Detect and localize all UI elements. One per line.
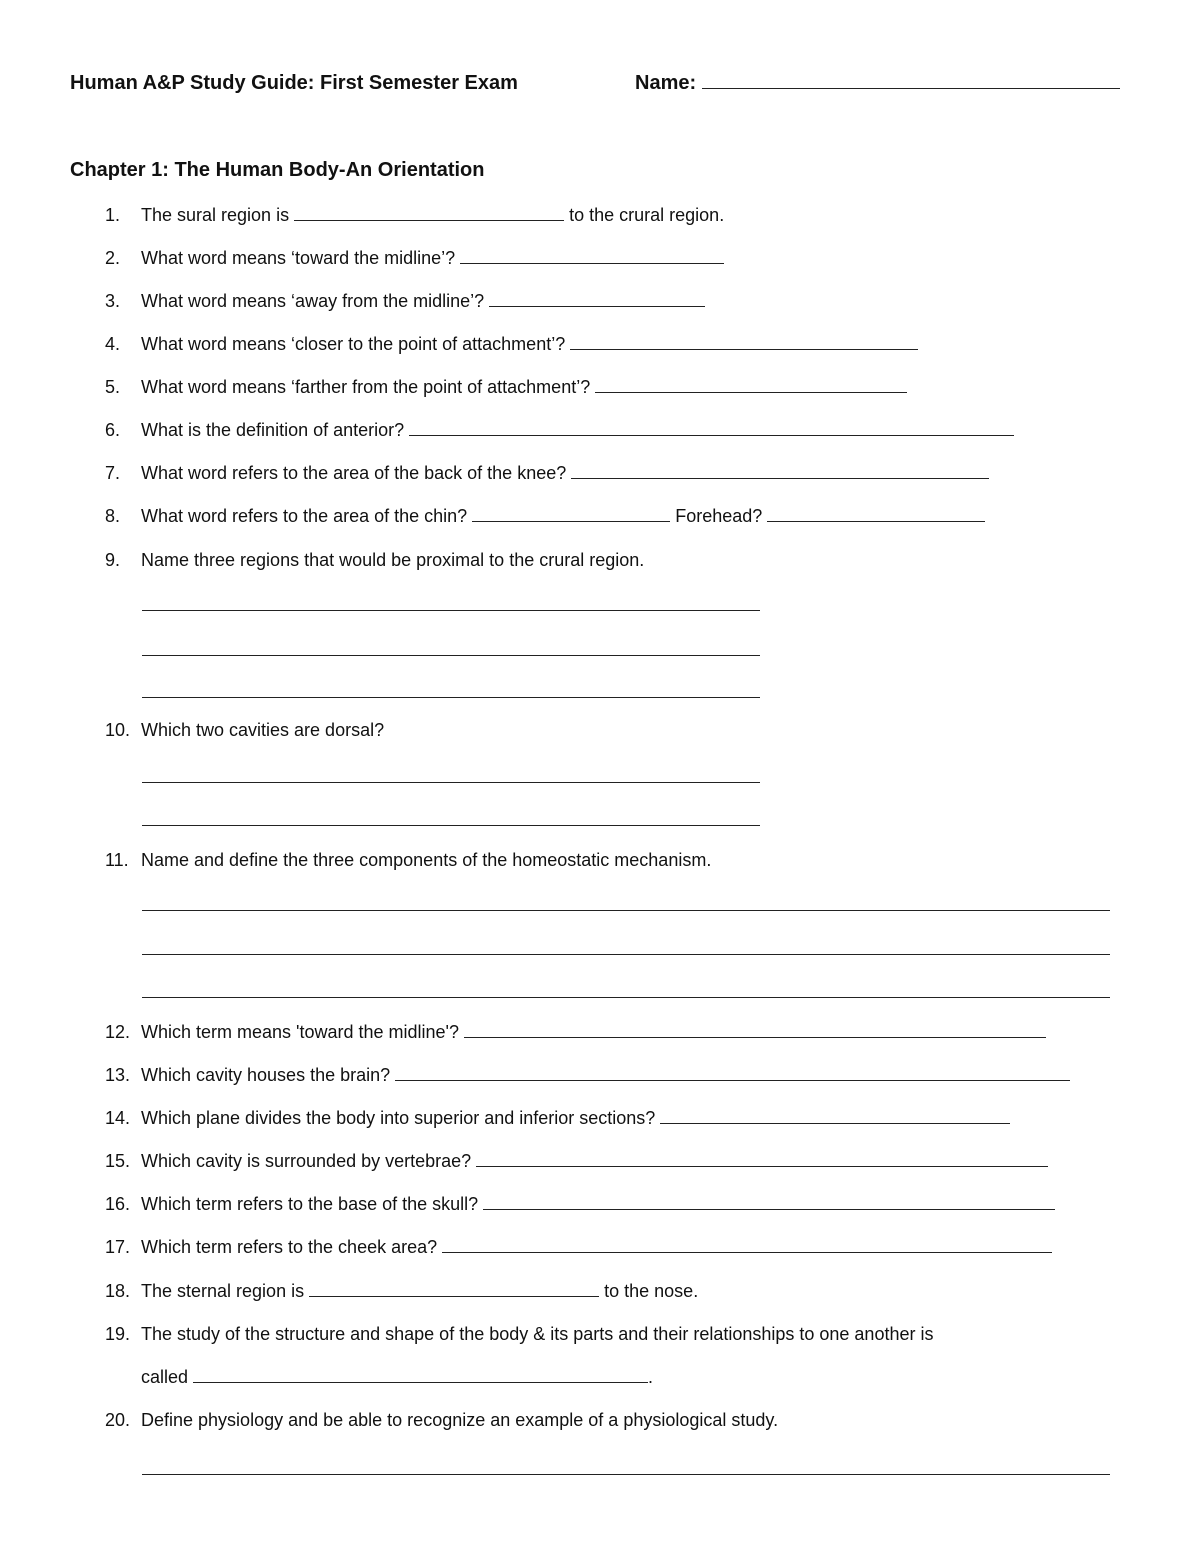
question-7: 7. What word refers to the area of the back of the knee? [105, 461, 989, 485]
page-title: Human A&P Study Guide: First Semester Exam [70, 72, 518, 94]
question-9: 9. Name three regions that would be proximal to the crural region. [105, 550, 645, 570]
question-11: 11. Name and define the three components of the homeostatic mechanism. [105, 850, 712, 870]
question-number: 15. [105, 1151, 131, 1171]
question-18: 18. The sternal region is to the nose. [105, 1281, 699, 1301]
question-17: 17. Which term refers to the cheek area? [105, 1235, 1052, 1259]
name-label: Name: [635, 72, 697, 94]
question-8: 8. What word refers to the area of the chin? Forehead? [105, 504, 985, 528]
question-number: 18. [105, 1281, 131, 1301]
question-1: 1. The sural region is to the crural region. [105, 205, 725, 225]
answer-blank[interactable] [409, 419, 1014, 436]
question-number: 13. [105, 1065, 131, 1085]
question-number: 14. [105, 1108, 131, 1128]
question-10: 10. Which two cavities are dorsal? [105, 720, 385, 740]
answer-blank[interactable] [483, 1193, 1055, 1210]
answer-line[interactable] [142, 655, 760, 656]
question-20: 20. Define physiology and be able to recognize an example of a physiological study. [105, 1410, 779, 1430]
question-5: 5. What word means ‘farther from the point of attachment’? [105, 375, 907, 399]
answer-blank[interactable] [476, 1150, 1048, 1167]
question-4: 4. What word means ‘closer to the point of attachment’? [105, 332, 918, 356]
answer-line[interactable] [142, 610, 760, 611]
question-number: 8. [105, 506, 121, 526]
question-number: 12. [105, 1022, 131, 1042]
question-number: 6. [105, 420, 121, 440]
name-field[interactable] [635, 72, 1120, 95]
question-number: 3. [105, 291, 121, 311]
answer-blank[interactable] [460, 247, 724, 264]
question-19-continued: called . [141, 1367, 654, 1387]
question-6: 6. What is the definition of anterior? [105, 418, 1014, 442]
question-number: 1. [105, 205, 121, 225]
answer-blank-forehead[interactable] [767, 505, 985, 522]
chapter-heading: Chapter 1: The Human Body-An Orientation [70, 159, 485, 181]
answer-blank[interactable] [395, 1064, 1070, 1081]
question-number: 17. [105, 1237, 131, 1257]
question-number: 10. [105, 720, 131, 740]
answer-line[interactable] [142, 782, 760, 783]
question-number: 20. [105, 1410, 131, 1430]
answer-line[interactable] [142, 825, 760, 826]
answer-blank[interactable] [193, 1366, 648, 1383]
name-blank[interactable] [702, 72, 1120, 89]
question-12: 12. Which term means 'toward the midline'? [105, 1020, 1046, 1044]
answer-blank[interactable] [570, 333, 918, 350]
question-number: 11. [105, 850, 129, 870]
question-13: 13. Which cavity houses the brain? [105, 1063, 1070, 1087]
answer-blank[interactable] [571, 462, 989, 479]
answer-line[interactable] [142, 954, 1110, 955]
answer-blank[interactable] [309, 1280, 599, 1297]
question-19: 19. The study of the structure and shape of the body & its parts and their relationships to one another is [105, 1324, 934, 1344]
question-number: 7. [105, 463, 121, 483]
question-15: 15. Which cavity is surrounded by vertebrae? [105, 1149, 1048, 1173]
question-3: 3. What word means ‘away from the midline’? [105, 289, 705, 313]
question-number: 16. [105, 1194, 131, 1214]
answer-blank[interactable] [489, 290, 705, 307]
answer-blank-chin[interactable] [472, 505, 670, 522]
answer-line[interactable] [142, 997, 1110, 998]
answer-blank[interactable] [294, 204, 564, 221]
answer-blank[interactable] [595, 376, 907, 393]
answer-line[interactable] [142, 697, 760, 698]
question-number: 2. [105, 248, 121, 268]
question-number: 9. [105, 550, 121, 570]
answer-line[interactable] [142, 910, 1110, 911]
answer-blank[interactable] [660, 1107, 1010, 1124]
answer-line[interactable] [142, 1474, 1110, 1475]
question-number: 19. [105, 1324, 131, 1344]
question-number: 5. [105, 377, 121, 397]
answer-blank[interactable] [464, 1021, 1046, 1038]
question-16: 16. Which term refers to the base of the skull? [105, 1192, 1055, 1216]
question-2: 2. What word means ‘toward the midline’? [105, 246, 724, 270]
question-number: 4. [105, 334, 121, 354]
answer-blank[interactable] [442, 1236, 1052, 1253]
question-14: 14. Which plane divides the body into superior and inferior sections? [105, 1106, 1010, 1130]
